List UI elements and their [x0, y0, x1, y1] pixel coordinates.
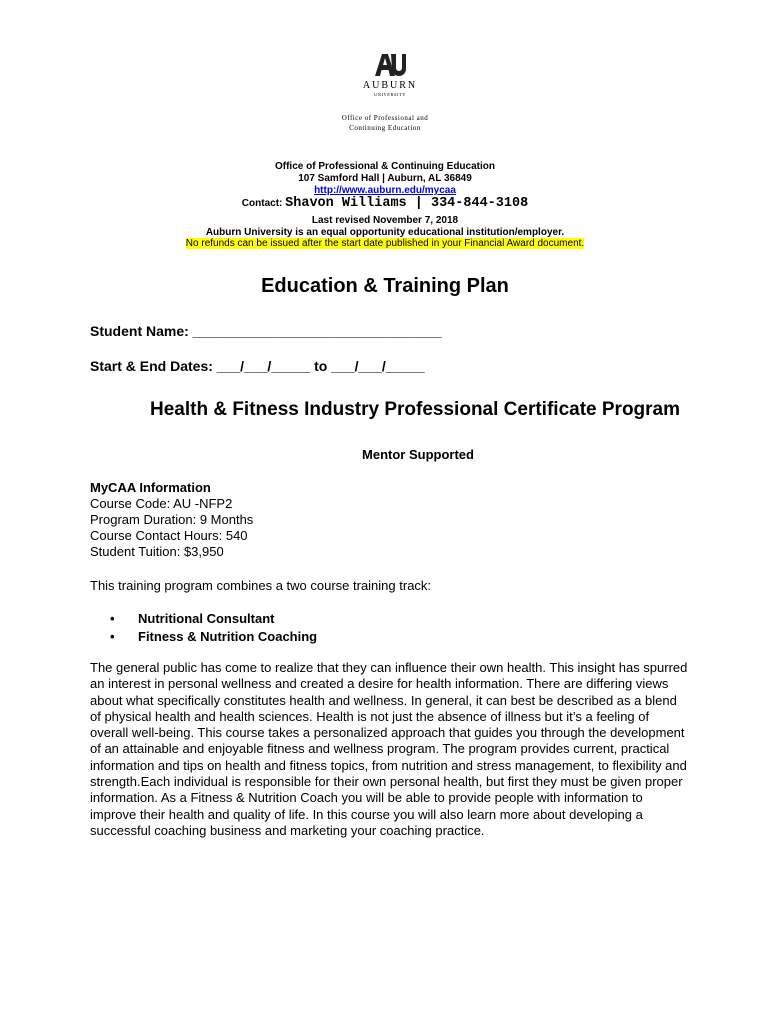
- office-heading: Office of Professional & Continuing Education: [274, 161, 495, 172]
- bullet-icon: •: [110, 629, 115, 644]
- auburn-logo: [340, 52, 440, 97]
- student-name-field: Student Name: ________________________________: [90, 323, 442, 339]
- logo-wordmark: AUBURN: [362, 80, 418, 91]
- list-item: [110, 628, 317, 646]
- address: 107 Samford Hall | Auburn, AL 36849: [298, 173, 472, 184]
- mycaa-information: [90, 480, 253, 560]
- course-name: Nutritional Consultant: [138, 611, 275, 626]
- logo-tagline: UNIVERSITY: [374, 92, 406, 97]
- office-name-line2: Continuing Education: [349, 124, 421, 132]
- website-link-row: [0, 185, 770, 196]
- office-name-line1: Office of Professional and: [341, 114, 429, 122]
- revised-date: Last revised November 7, 2018: [311, 215, 459, 226]
- plan-title: Education & Training Plan: [261, 275, 509, 297]
- course-name: Fitness & Nutrition Coaching: [138, 629, 318, 644]
- auburn-au-emblem-icon: [373, 52, 407, 78]
- program-title: Health & Fitness Industry Professional Certificate Program: [149, 399, 681, 420]
- bullet-icon: •: [110, 611, 115, 626]
- equal-opportunity-statement: Auburn University is an equal opportunity educational institution/employer.: [205, 227, 565, 238]
- contact-label: Contact:: [241, 198, 283, 209]
- refund-notice-row: [0, 238, 770, 249]
- mycaa-heading: MyCAA Information: [90, 480, 211, 495]
- office-name: [300, 113, 470, 133]
- contact-hours: Course Contact Hours: 540: [90, 528, 248, 543]
- course-list: [110, 610, 317, 646]
- website-link[interactable]: http://www.auburn.edu/mycaa: [314, 185, 456, 196]
- program-description: The general public has come to realize that they can influence their own health. This insight has spurred an interest in personal wellness and created a desire for health information. There are differing views about what specifically constitutes health and wellness. In general, it can best be described as a blend of physical health and health sciences. Health is not just the absence of illness but it’s a feeling of overall well-being. This course takes a personalized approach that guides you through the development of an attainable and enjoyable fitness and wellness program. The program provides current, practical information and tips on health and fitness topics, from nutrition and stress management, to flexibility and strength.Each individual is responsible for their own personal health, but first they must be given proper information. As a Fitness & Nutrition Coach you will be able to provide people with information to improve their health and quality of life. In this course you will also learn more about developing a successful coaching business and marketing your coaching practice.: [90, 660, 688, 838]
- refund-notice: No refunds can be issued after the start date published in your Financial Award document.: [185, 238, 585, 249]
- course-code: Course Code: AU -NFP2: [90, 496, 233, 511]
- contact-row: [0, 198, 770, 209]
- support-type: Mentor Supported: [362, 447, 474, 462]
- program-duration: Program Duration: 9 Months: [90, 512, 254, 527]
- student-tuition: Student Tuition: $3,950: [90, 544, 224, 559]
- track-intro: This training program combines a two course training track:: [90, 578, 432, 593]
- contact-value: Shavon Williams | 334-844-3108: [285, 196, 529, 211]
- list-item: [110, 610, 317, 628]
- dates-field: Start & End Dates: ___/___/_____ to ___/___/_____: [90, 358, 425, 374]
